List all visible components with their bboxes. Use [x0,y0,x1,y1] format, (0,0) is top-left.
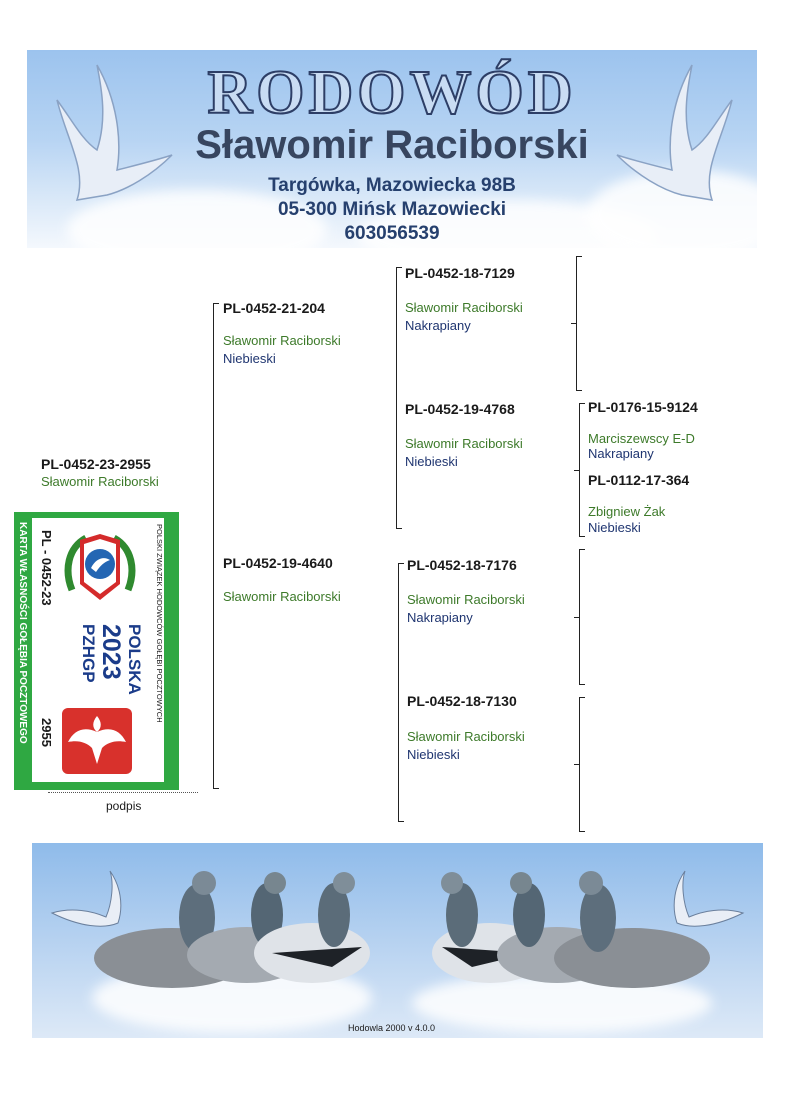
dam-breeder: Sławomir Raciborski [223,589,341,604]
bracket-tick [574,470,580,471]
great-grandparent-3-ring: PL-0176-15-9124 [588,399,698,415]
bracket-tick [579,831,585,832]
grandparent-2-color: Niebieski [405,454,458,469]
card-inner [32,518,164,782]
bracket-sire-grandparents [396,267,397,529]
polish-eagle-icon [62,708,132,774]
bracket-tick [398,563,404,564]
bracket-tick [213,303,219,304]
pigeon-group-right [432,871,710,988]
bracket-tick [579,403,585,404]
card-ring-prefix: PL - 0452-23 [39,530,54,606]
great-grandparent-3-color: Nakrapiany [588,446,654,461]
card-year: 2023 [97,624,125,680]
sire-breeder: Sławomir Raciborski [223,333,341,348]
bracket-tick [571,323,577,324]
grandparent-1-breeder: Sławomir Raciborski [405,300,523,315]
bracket-tick [574,617,580,618]
grandparent-1-ring: PL-0452-18-7129 [405,265,515,281]
card-org-text: POLSKI ZWIĄZEK HODOWCÓW GOŁĘBI POCZTOWYCH [155,524,164,723]
pigeon-group-left [94,871,370,988]
bracket-dam-grandparents [398,563,399,822]
owner-phone: 603056539 [344,223,440,244]
card-ring-number: 2955 [39,718,54,747]
grandparent-3-color: Nakrapiany [407,610,473,625]
grandparent-4-color: Niebieski [407,747,460,762]
pzhgp-logo-icon [64,530,136,608]
bracket-parents [213,303,214,789]
grandparent-3-breeder: Sławomir Raciborski [407,592,525,607]
owner-address-line1: Targówka, Mazowiecka 98B [268,175,516,196]
grandparent-4-ring: PL-0452-18-7130 [407,693,517,709]
subject-breeder: Sławomir Raciborski [41,474,159,489]
great-grandparent-4-ring: PL-0112-17-364 [588,472,690,488]
header-banner [27,50,757,248]
software-version: Hodowla 2000 v 4.0.0 [348,1023,436,1033]
bracket-tick [579,549,585,550]
pedigree-title: RODOWÓD [207,59,577,127]
grandparent-2-ring: PL-0452-19-4768 [405,401,515,417]
card-caption: KARTA WŁASNOŚCI GOŁĘBIA POCZTOWEGO [17,522,28,744]
bracket-tick [579,536,585,537]
footer-banner [32,843,763,1038]
great-grandparent-4-breeder: Zbigniew Żak [588,504,666,519]
card-abbr: PZHGP [79,624,98,683]
owner-name: Sławomir Raciborski [195,123,589,167]
pigeons-illustration-image [32,843,763,1038]
owner-address-line2: 05-300 Mińsk Mazowiecki [277,199,507,220]
dam-ring: PL-0452-19-4640 [223,555,333,571]
bracket-tick [213,788,219,789]
bracket-tick [396,528,402,529]
bracket-tick [396,267,402,268]
bracket-tick [576,390,582,391]
subject-ring: PL-0452-23-2955 [41,456,151,472]
sire-color: Niebieski [223,351,276,366]
signature-line [48,792,198,793]
bracket-tick [579,684,585,685]
bracket-tick [574,764,580,765]
great-grandparent-3-breeder: Marciszewscy E-D [588,431,695,446]
ownership-card [14,512,179,790]
bracket-tick [579,697,585,698]
grandparent-2-breeder: Sławomir Raciborski [405,436,523,451]
bracket-tick [576,256,582,257]
grandparent-4-breeder: Sławomir Raciborski [407,729,525,744]
sire-ring: PL-0452-21-204 [223,300,325,316]
signature-label: podpis [106,799,142,813]
great-grandparent-4-color: Niebieski [588,520,641,535]
grandparent-1-color: Nakrapiany [405,318,471,333]
card-country: POLSKA [125,624,144,695]
bracket-tick [398,821,404,822]
grandparent-3-ring: PL-0452-18-7176 [407,557,517,573]
